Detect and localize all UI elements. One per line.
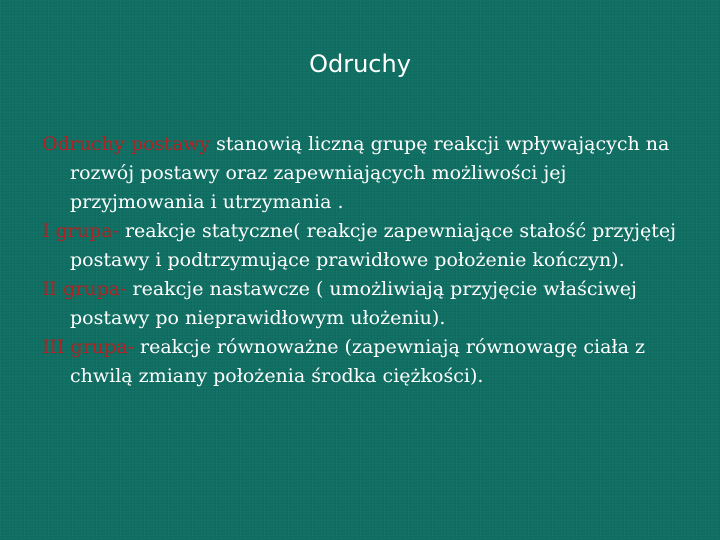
description-group-3: reakcje równoważne (zapewniają równowagę ciała z chwilą zmiany położenia środka ciężkości). [70, 336, 645, 387]
description-reflexes-of-posture: stanowią liczną grupę reakcji wpływających na rozwój postawy oraz zapewniających możliwości jej przyjmowania i utrzymania . [70, 133, 670, 213]
paragraph-group-2 [42, 275, 692, 333]
description-group-1: reakcje statyczne( reakcje zapewniające stałość przyjętej postawy i podtrzymujące prawidłowe położenie kończyn). [70, 220, 677, 271]
paragraph-reflexes-of-posture [42, 130, 692, 217]
term-group-1: I grupa- [42, 220, 119, 242]
description-group-2: reakcje nastawcze ( umożliwiają przyjęcie właściwej postawy po nieprawidłowym ułożeniu). [70, 278, 637, 329]
term-group-3: III grupa- [42, 336, 134, 358]
paragraph-group-3 [42, 333, 692, 391]
term-group-2: II grupa- [42, 278, 127, 300]
slide-body [42, 130, 692, 391]
slide-title: Odruchy [309, 50, 411, 78]
paragraph-group-1 [42, 217, 692, 275]
term-reflexes-of-posture: Odruchy postawy [42, 133, 211, 155]
